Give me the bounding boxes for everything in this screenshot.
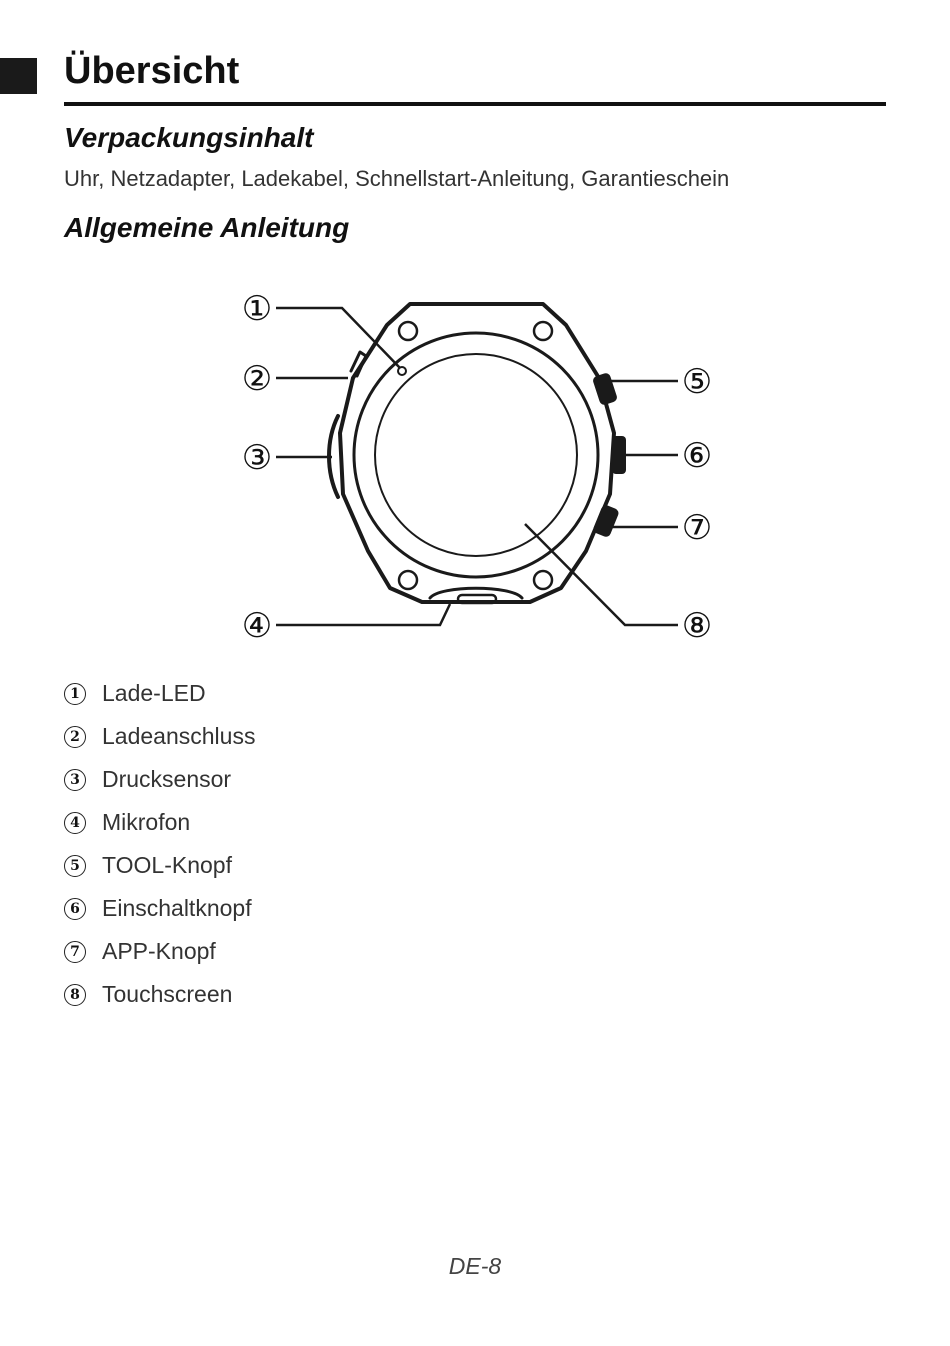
screw-bottom-left: [399, 571, 417, 589]
number-badge: 1: [64, 683, 86, 705]
list-item: [64, 672, 255, 715]
screw-bottom-right: [534, 571, 552, 589]
callout-5: ⑤: [681, 362, 713, 402]
list-item: [64, 715, 255, 758]
callout-4: ④: [241, 606, 273, 646]
general-guide-heading: Allgemeine Anleitung: [64, 212, 350, 243]
charging-port: [351, 352, 366, 376]
list-item: [64, 758, 255, 801]
parts-list: [64, 672, 255, 1016]
screw-top-left: [399, 322, 417, 340]
microphone-housing: [430, 588, 522, 598]
number-badge: 8: [64, 984, 86, 1006]
number-badge: 3: [64, 769, 86, 791]
part-label: TOOL-Knopf: [102, 852, 232, 878]
number-badge: 7: [64, 941, 86, 963]
part-label: Drucksensor: [102, 766, 232, 792]
leader-line-1: [276, 308, 400, 368]
tool-button: [592, 372, 618, 406]
callout-2: ②: [241, 359, 273, 399]
list-item: [64, 930, 255, 973]
leader-line-8: [525, 524, 678, 625]
part-label: Lade-LED: [102, 680, 206, 706]
list-item: [64, 973, 255, 1016]
page-title: Übersicht: [64, 50, 240, 92]
list-item: [64, 801, 255, 844]
page-number: DE-8: [448, 1253, 502, 1279]
number-badge: 5: [64, 855, 86, 877]
package-contents-heading: Verpackungsinhalt: [64, 122, 314, 153]
number-badge: 6: [64, 898, 86, 920]
part-label: Einschaltknopf: [102, 895, 252, 921]
callout-1: ①: [241, 289, 273, 329]
callout-8: ⑧: [681, 606, 713, 646]
microphone-slot: [458, 595, 496, 603]
part-label: Ladeanschluss: [102, 723, 256, 749]
number-badge: 2: [64, 726, 86, 748]
list-item: [64, 844, 255, 887]
package-contents-text: Uhr, Netzadapter, Ladekabel, Schnellstart-Anleitung, Garantieschein: [64, 166, 730, 191]
list-item: [64, 887, 255, 930]
screw-top-right: [534, 322, 552, 340]
touchscreen-ring: [375, 354, 577, 556]
part-label: APP-Knopf: [102, 938, 216, 964]
watch-bezel: [354, 333, 598, 577]
leader-line-4: [276, 604, 450, 625]
callout-7: ⑦: [681, 508, 713, 548]
number-badge: 4: [64, 812, 86, 834]
part-label: Mikrofon: [102, 809, 191, 835]
app-button: [592, 504, 620, 539]
callout-6: ⑥: [681, 436, 713, 476]
part-label: Touchscreen: [102, 981, 233, 1007]
callout-3: ③: [241, 438, 273, 478]
